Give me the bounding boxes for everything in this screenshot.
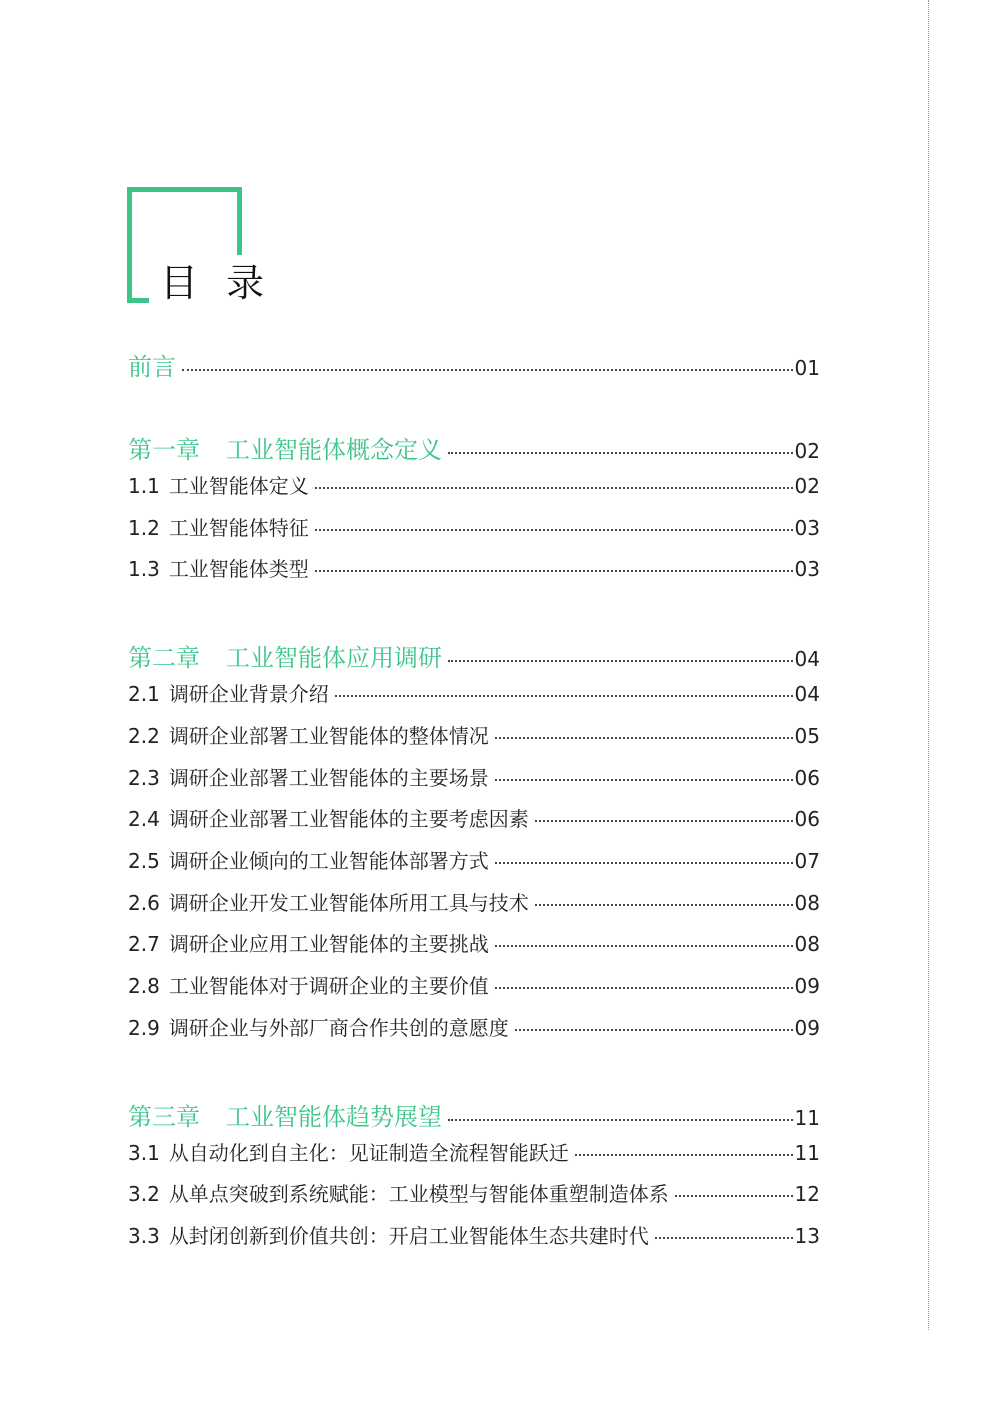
toc-label bbox=[128, 638, 442, 673]
toc-label bbox=[128, 887, 529, 916]
toc-dot-leader bbox=[495, 862, 793, 864]
toc-label bbox=[128, 803, 529, 832]
toc-page-number: 09 bbox=[794, 974, 820, 998]
toc-label bbox=[128, 430, 442, 465]
toc-chapter-row[interactable] bbox=[128, 347, 820, 379]
toc-number: 第二章 bbox=[128, 644, 200, 672]
toc-number: 2.5 bbox=[128, 849, 160, 873]
toc-page-number: 04 bbox=[794, 647, 820, 671]
toc-page-number: 04 bbox=[794, 682, 820, 706]
toc-number: 2.7 bbox=[128, 932, 160, 956]
toc-number: 3.3 bbox=[128, 1224, 160, 1248]
toc-section-row[interactable] bbox=[128, 845, 820, 877]
toc-page-number: 11 bbox=[794, 1106, 820, 1130]
toc-section-row[interactable] bbox=[128, 970, 820, 1002]
toc-label bbox=[128, 928, 489, 957]
toc-text: 工业智能体定义 bbox=[168, 474, 309, 498]
toc-text: 工业智能体趋势展望 bbox=[226, 1103, 442, 1131]
toc-label bbox=[128, 720, 489, 749]
toc-page-number: 08 bbox=[794, 932, 820, 956]
toc-dot-leader bbox=[495, 945, 793, 947]
toc-text: 工业智能体应用调研 bbox=[226, 644, 442, 672]
toc-dot-leader bbox=[515, 1029, 793, 1031]
toc-label bbox=[128, 470, 309, 499]
toc-text: 调研企业倾向的工业智能体部署方式 bbox=[168, 849, 489, 873]
toc-dot-leader bbox=[315, 487, 793, 489]
margin-dotted-rule bbox=[928, 0, 929, 1330]
toc-dot-leader bbox=[535, 904, 793, 906]
toc-dot-leader bbox=[655, 1237, 793, 1239]
toc-dot-leader bbox=[448, 660, 793, 662]
toc-section-row[interactable] bbox=[128, 512, 820, 544]
toc-section-row[interactable] bbox=[128, 1220, 820, 1252]
toc-dot-leader bbox=[575, 1154, 793, 1156]
toc-page-number: 07 bbox=[794, 849, 820, 873]
toc-number: 第一章 bbox=[128, 436, 200, 464]
toc-text: 从单点突破到系统赋能：工业模型与智能体重塑制造体系 bbox=[168, 1182, 669, 1206]
toc-page-number: 02 bbox=[794, 474, 820, 498]
toc-section-row[interactable] bbox=[128, 470, 820, 502]
toc-dot-leader bbox=[495, 987, 793, 989]
toc-label bbox=[128, 1012, 509, 1041]
toc-text: 调研企业部署工业智能体的整体情况 bbox=[168, 724, 489, 748]
toc-label bbox=[128, 762, 489, 791]
toc-page-number: 11 bbox=[794, 1141, 820, 1165]
toc-section-row[interactable] bbox=[128, 553, 820, 585]
toc-number: 2.9 bbox=[128, 1016, 160, 1040]
toc-page-number: 06 bbox=[794, 807, 820, 831]
toc-number: 3.1 bbox=[128, 1141, 160, 1165]
toc-label bbox=[128, 553, 309, 582]
toc-label bbox=[128, 1220, 649, 1249]
toc-number: 2.4 bbox=[128, 807, 160, 831]
toc-section-row[interactable] bbox=[128, 803, 820, 835]
toc-label bbox=[128, 1137, 569, 1166]
toc-label bbox=[128, 1178, 669, 1207]
toc-dot-leader bbox=[448, 452, 793, 454]
toc-chapter-row[interactable] bbox=[128, 638, 820, 670]
toc-label bbox=[128, 678, 329, 707]
toc-text: 工业智能体概念定义 bbox=[226, 436, 442, 464]
toc-text: 调研企业开发工业智能体所用工具与技术 bbox=[168, 891, 529, 915]
toc-section-row[interactable] bbox=[128, 1012, 820, 1044]
toc-label bbox=[128, 970, 489, 999]
toc-dot-leader bbox=[315, 570, 793, 572]
toc-text: 工业智能体对于调研企业的主要价值 bbox=[168, 974, 489, 998]
toc-text: 调研企业与外部厂商合作共创的意愿度 bbox=[168, 1016, 509, 1040]
toc-label bbox=[128, 1097, 442, 1132]
toc-number: 1.2 bbox=[128, 516, 160, 540]
toc-number: 2.1 bbox=[128, 682, 160, 706]
toc-text: 前言 bbox=[128, 353, 176, 381]
toc-text: 调研企业应用工业智能体的主要挑战 bbox=[168, 932, 489, 956]
toc-number: 3.2 bbox=[128, 1182, 160, 1206]
toc-page-number: 01 bbox=[794, 356, 820, 380]
toc-text: 工业智能体特征 bbox=[168, 516, 309, 540]
toc-page-number: 12 bbox=[794, 1182, 820, 1206]
toc-text: 从封闭创新到价值共创：开启工业智能体生态共建时代 bbox=[168, 1224, 649, 1248]
toc-label bbox=[128, 512, 309, 541]
toc-text: 调研企业部署工业智能体的主要考虑因素 bbox=[168, 807, 529, 831]
toc-dot-leader bbox=[335, 695, 793, 697]
toc-number: 2.6 bbox=[128, 891, 160, 915]
toc-dot-leader bbox=[315, 529, 793, 531]
toc-page-number: 03 bbox=[794, 516, 820, 540]
toc-dot-leader bbox=[675, 1195, 793, 1197]
toc-dot-leader bbox=[495, 737, 793, 739]
toc-dot-leader bbox=[448, 1119, 793, 1121]
toc-dot-leader bbox=[535, 820, 793, 822]
toc-text: 工业智能体类型 bbox=[168, 557, 309, 581]
toc-number: 2.2 bbox=[128, 724, 160, 748]
toc-section-row[interactable] bbox=[128, 1178, 820, 1210]
toc-page-number: 03 bbox=[794, 557, 820, 581]
toc-section-row[interactable] bbox=[128, 887, 820, 919]
toc-section-row[interactable] bbox=[128, 1137, 820, 1169]
toc-section-row[interactable] bbox=[128, 762, 820, 794]
toc-page-number: 09 bbox=[794, 1016, 820, 1040]
toc-chapter-row[interactable] bbox=[128, 1097, 820, 1129]
page-title: 目 录 bbox=[160, 261, 273, 305]
toc-page-number: 08 bbox=[794, 891, 820, 915]
toc-text: 从自动化到自主化：见证制造全流程智能跃迁 bbox=[168, 1141, 569, 1165]
toc-section-row[interactable] bbox=[128, 720, 820, 752]
toc-number: 1.3 bbox=[128, 557, 160, 581]
toc-chapter-row[interactable] bbox=[128, 430, 820, 462]
toc-label bbox=[128, 347, 176, 382]
toc-dot-leader bbox=[182, 369, 793, 371]
toc-section-row[interactable] bbox=[128, 678, 820, 710]
toc-text: 调研企业背景介绍 bbox=[168, 682, 329, 706]
toc-dot-leader bbox=[495, 779, 793, 781]
toc-page-number: 02 bbox=[794, 439, 820, 463]
toc-label bbox=[128, 845, 489, 874]
toc-page-number: 13 bbox=[794, 1224, 820, 1248]
toc-section-row[interactable] bbox=[128, 928, 820, 960]
toc-number: 2.8 bbox=[128, 974, 160, 998]
toc-text: 调研企业部署工业智能体的主要场景 bbox=[168, 766, 489, 790]
toc-page-number: 06 bbox=[794, 766, 820, 790]
toc-page-number: 05 bbox=[794, 724, 820, 748]
toc-number: 2.3 bbox=[128, 766, 160, 790]
toc-number: 1.1 bbox=[128, 474, 160, 498]
toc-number: 第三章 bbox=[128, 1103, 200, 1131]
